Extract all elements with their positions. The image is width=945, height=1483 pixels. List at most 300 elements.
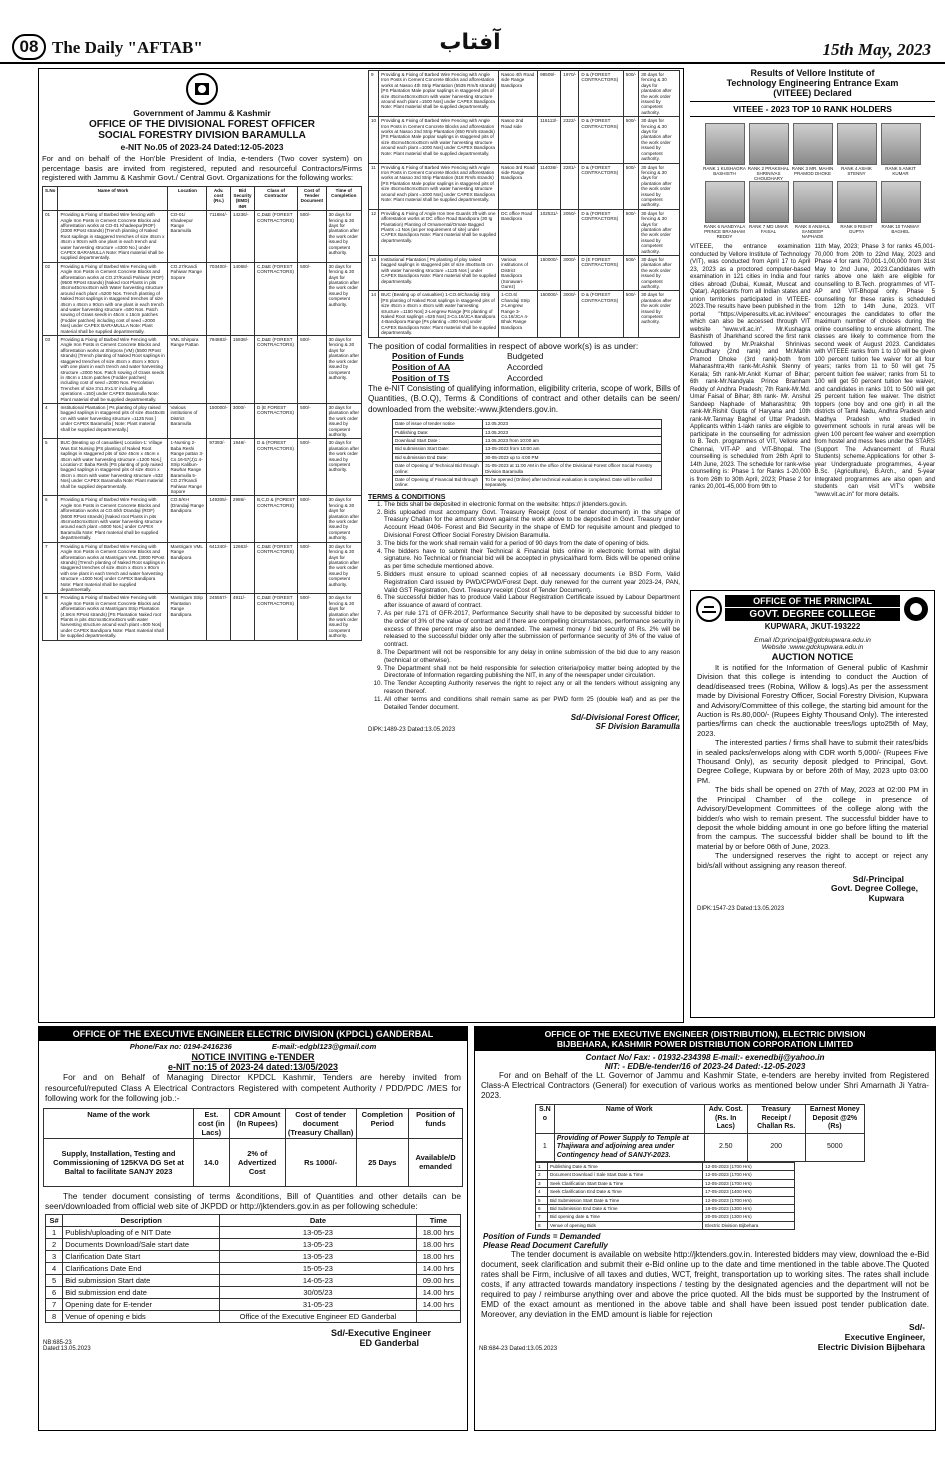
forest-office-line1: OFFICE OF THE DIVISIONAL FOREST OFFICER [89,119,315,130]
table-cell: D & (FOREST CONTRACTORS) [579,71,623,117]
kpdcl-sched-cell: 2 [46,1238,63,1250]
bij-sched-row [536,1221,795,1229]
kpdcl-nb-2: Dated:13.05.2023 [43,1345,91,1352]
rank-photo [793,123,833,165]
forest-header-cell: Class of Contractor [255,186,298,211]
bij-nit: NIT: - EDB/e-tender/16 of 2023-24 Dated:-12-05-2023 [604,1062,806,1071]
table-cell: 13 [369,256,379,291]
kpdcl-sched-cell: 8 [46,1310,63,1322]
bij-sched-cell: Bid opening date & Time [547,1213,702,1221]
rank-holder [791,181,835,239]
bij-title-1: OFFICE OF THE EXECUTIVE ENGINEER (DISTRIBUTION), ELECTRIC DIVISION [475,1027,935,1039]
college-sig-3: Kupwara [868,892,904,903]
kpdcl-email: E-mail:-edgbl123@gmail.com [271,1042,377,1051]
table-cell: 5 [43,439,58,496]
kpdcl-sched-row [46,1286,461,1298]
forest-signature-2: SF Division Baramulla [595,722,680,732]
bij-header-cell: Treasury Receipt / Challan Rs. [747,1105,805,1134]
table-row [43,336,362,404]
schedule-cell: Download Start Date : [393,437,483,445]
bij-sched-cell: 4 [536,1188,548,1196]
terms-list [368,501,680,712]
table-row [369,291,680,337]
kpdcl-cell: Available/D emanded [409,1138,463,1186]
forest-right-column [368,70,680,733]
bij-table-row [536,1133,865,1162]
table-cell: Providing & Fixing of Barbed Wire Fencing with Angle Iron Posts in Cement Concrete Blocks and afforestation works at CO.6/kh Drandaji (ROF) (5600 RPost strands) [Naked root Plants in pits 45cmx45cmx45cm with water harvesting structure around each plant =5000 Nos.] under CAPEX Baramulla Note: Plant material shall be supplied departmentally. [58,496,168,542]
term-item: 7. As per rule 171 of GFR-2017, Performance Security shall have to be deposited by successful bidder to the order of 3% of the value of contract and if there are compelling circumstances, performance security in excess of three percent may also be demanded. The earnest money / bid security of Rs. 2% will be released to the successful bidder only after the submission of performance security of 3% of the value of contract. [384,610,680,649]
bij-cell: 1 [536,1133,555,1162]
college-emblem-icon [695,595,723,628]
rank-photo [793,181,833,223]
kpdcl-sched-cell: 5 [46,1274,63,1286]
rank-caption: RANK 7 MD UMAR FAISAL [748,224,788,234]
kpdcl-sched-cell: 1 [46,1226,63,1238]
table-row [43,403,362,438]
table-cell: 30 days for fencing & 30 days for plantation after the work order issued by competent authority. [639,71,680,117]
table-cell: 500/- [623,256,638,291]
table-cell: 245567/- [207,594,231,640]
term-item: 4. The bidders have to submit their Technical & Financial bids online in electronic format with digital signature. No Technical or financial bid will be accepted in physical/hard form. Bids will be opened online as per time schedule mentioned above. [384,548,680,571]
table-cell: DC office Road Bandipora [499,209,538,255]
table-cell: CO-01/ Khadeepur Range Baramulla [168,211,207,263]
table-cell: 500/- [298,542,326,594]
bij-sched-cell: 7 [536,1213,548,1221]
table-cell: 102531/- [538,209,561,255]
schedule-cell: 13.05.2023 from 10:00 am [483,437,662,445]
kpdcl-cell: 14.0 [194,1138,230,1186]
kpdcl-sched-header: Time [416,1214,460,1226]
rank-caption: RANK 4 ASHIK STENNY [841,166,872,176]
vit-text-col2: 11th May, 2023; Phase 3 for ranks 45,001-70,000 from 20th to 22nd May, 2023 and Phase 4 for rank 70,001-1,00,000 from 31st May to 2nd June, 2023.Candidates with ranks above one lakh are eligible for counselling to B.Tech. programmes of VIT-AP and VIT-Bhopal only. Phase 5 counselling for these ranks is scheduled from 12th to 14th June, 2023. VIT encourages the candidates to offer the maximum number of choices during the online counselling to ensure allotment. The classes are likely to commence from the second week of August 2023. Candidates with VITEEE ranks from 1 to 10 will be given 100 percent tuition fee waiver for all four years; ranks from 11 to 50 will get 75 percent tuition fee waiver; ranks from 51 to 100 will get 50 percent tuition fee waiver, and candidates in ranks 101 to 500 will get 25 percent tuition fee waiver. The district toppers (one boy and one girl) in all the districts of Tamil Nadu, Andhra Pradesh and Madhya Pradesh who studied in government schools in rural areas will be given 100 percent fee waiver and exemption from hostel and mess fees under the STARS (Support The Advancement of Rural Students) scheme.Applications for other 3-year Undergraduate programmes, 4-year B.Sc. (Agriculture), B.Arch., and 5-year Integrated programmes are also open and students can visit VIT's website "www.vit.ac.in" for more details. [814,243,935,498]
schedule-cell: 13.05.2023 [483,428,662,436]
bij-sched-cell: 12-05-2023 (1700 Hrs) [703,1196,795,1204]
table-cell: BUC (Beating up of casualties) Location-1: Village Wus Ext Nursing [PS planting of Naked Root saplings in staggered pits of size 45cm x 45cm x 45cm with water harvesting structure =1200 Nos.] Location-2: Baba Reshi [PS planting of poly raised bagged saplings in staggered pits of size 45cm x 45cm x 45cm with water harvesting structure =532 Nos] under CAPEX Baramulla Note: Plant material shall be supplied departmentally. [58,439,168,496]
bij-sched-cell: 17-05-2023 (1400 Hrs) [703,1188,795,1196]
rank-holder [835,123,879,176]
bij-header-cell: Adv. Cost. (Rs. In Lacs) [704,1105,747,1134]
kpdcl-sched-cell: 18.00 hrs [416,1250,460,1262]
kpdcl-header-cell: CDR Amount (In Rupees) [229,1108,285,1138]
table-cell: 11 [369,163,379,209]
rank-holder [791,123,835,176]
kpdcl-sched-cell: 6 [46,1286,63,1298]
rank-caption: RANK 1 KUSHAGRA BASHISTH [703,166,746,176]
bij-sched-cell: 5 [536,1196,548,1204]
college-logo-icon [902,595,930,628]
table-cell: 98509/- [538,71,561,117]
schedule-row [393,428,662,436]
table-cell: Providing & Fixing of Barbed Wire Fencing with Angle Iron Posts in Cement Concrete Blocks and afforestation works at Nasoo 3rd Strip Plantation (618 Rm/5 strands) [PS Plantation Male poplar saplings in staggered pits of size 45cmx45cmx45cm with water harvesting structure around each plant =1000 Nos] under CAPEX Bandipora Note: Plant material shall be supplied departmentally. [379,163,499,209]
kpdcl-sched-cell: 15-05-23 [220,1262,417,1274]
table-row [43,262,362,335]
table-cell: D & (FOREST CONTRACTORS) [255,439,298,496]
forest-header-cell: Bid Security (EMD) INR [230,186,254,211]
table-cell: 641340/- [207,542,231,594]
table-cell: 1-CO.6/ Chandaji Strip 2-Lengrew Range 3-Co.16/JCA 4-Bhuk Range Bandipora [499,291,538,337]
table-cell: D & (FOREST CONTRACTORS) [579,163,623,209]
forest-left-column [42,72,362,641]
bij-header-cell: Earnest Money Deposit @2% (Rs) [805,1105,864,1134]
position-key: Position of TS [392,372,450,383]
bij-sched-cell: 12-05-2023 (1700 Hrs) [703,1171,795,1179]
table-cell: 4 [43,403,58,438]
schedule-cell: Bid submission Start Date: [393,445,483,453]
kpdcl-sched-row [46,1250,461,1262]
table-cell: 1970/- [561,71,579,117]
bij-sched-cell: Seek Clarification Start Date & Time [547,1179,702,1187]
kpdcl-cell: 25 Days [356,1138,409,1186]
position-key: Position of Funds [392,350,464,361]
college-auction-ad [690,590,935,1018]
table-row [43,211,362,263]
schedule-cell: Date of Opening of Technical Bid through online: [393,462,483,476]
table-cell: Various institutions of District Baramulla [168,403,207,438]
kpdcl-sched-cell: 14.00 hrs [416,1262,460,1274]
table-cell: 30 days for fencing & 30 days for plantation after the work order issued by competent authority. [326,211,361,263]
forest-table-header [43,186,362,211]
jk-emblem-icon [185,72,219,106]
bij-sched-cell: 20-05-2023 (1300 Hrs) [703,1213,795,1221]
rank-holder [703,123,747,176]
kpdcl-sched-cell: 14-05-23 [220,1274,417,1286]
kpdcl-sched-cell: Bid submission end date [63,1286,220,1298]
kpdcl-sched-cell [416,1310,460,1322]
bij-sched-cell: Electric Division Bijbehara [703,1221,795,1229]
table-cell: 30 days for fencing & 30 days for plantation after the work order issued by competent authority. [326,262,361,335]
rank-holder [879,123,923,176]
table-cell: Various institutions of District Bandipora (Sonawari-Gurez) [499,256,538,291]
kpdcl-sched-row [46,1238,461,1250]
table-cell: 2322/- [561,117,579,163]
bij-header-cell: Name of Work [554,1105,704,1134]
table-cell: 500/- [298,211,326,263]
forest-schedule-table [392,419,662,490]
table-cell: 10 [369,117,379,163]
kpdcl-sched-cell: 4 [46,1262,63,1274]
schedule-cell: 31-05-2023 at 11:00 AM in the office of the Divisional Forest officer Social Forestry Division Baramulla [483,462,662,476]
kpdcl-sched-cell: 3 [46,1250,63,1262]
table-cell: 9 [369,71,379,117]
table-cell: 30 days for fencing & 30 days for plantation after the work order issued by competent authority. [639,209,680,255]
schedule-row [393,437,662,445]
kpdcl-header-cell: Cost of tender document (Treasury Challan) [285,1108,356,1138]
table-cell: C,D&E (FOREST CONTRACTORS) [255,594,298,640]
table-cell: 30 days for plantation after the work order issued by competent authority. [639,256,680,291]
kpdcl-header-cell: Name of the work [44,1108,194,1138]
vit-title-3: (VITEEE) Declared [773,88,852,98]
term-item: 8. The Department will not be responsible for any delay in online submission of the bid due to any reason (technical or otherwise). [384,649,680,665]
table-cell: Mantrigam Strip Plantation Range Bandipora [168,594,207,640]
table-cell: 14068/- [230,262,254,335]
college-p3: The bids shall be opened on 27th of May, 2023 at 02:00 PM in the Principal Chamber of the college in presence of Advisory/Development Committees of the college along with the bidder/s who wish to remain present. The successful bidder have to deposit the whole bidding amount in one go before lifting the material from the campus. The successful bidder shall be bound to lift the material by or before 06th of June, 2023. [697,785,928,851]
table-cell: 3000/- [561,256,579,291]
rank-photo [705,123,745,165]
college-office-1: OFFICE OF THE PRINCIPAL [725,595,900,607]
table-cell: 3000/- [561,291,579,337]
bij-body: The tender document is available on website http://jktenders.gov.in. Interested bidders may view, download the e-Bid document, seek clarification and submit their e-Bid online up to the date and time mentioned in the table above.The Quoted rates shall be Firm, inclusive of all taxes and duties, WCT, freight, transportation up to working sites. The rates shall include costs, if any attracted towards mandatory inspections / testing by the designated agencies and the department will not be required to pay / reimburse anything over and above the price quoted. All the bids must be supported by the Instrument of EMD of the exact amount as mentioned in the above table and shall have been issued post tender publication date. Moreover, any deviation in the EMD amount is liable for rejection [481,1250,929,1320]
kpdcl-sched-row [46,1226,461,1238]
vit-article [690,68,935,588]
rank-holder [703,181,747,239]
table-cell: 12663/- [230,542,254,594]
forest-dipk: DIPK:1489-23 Dated:13.05.2023 [368,727,456,734]
schedule-cell: 30-05-2023 up to 4:00 PM [483,453,662,461]
schedule-cell: 12.05.2023 [483,420,662,428]
kpdcl-sched-cell: Clarification Date Start [63,1250,220,1262]
college-sig-1: Sd/-Principal [852,873,904,884]
table-cell: 30 days for fencing & 30 days for plantation after the work order issued by competent authority. [326,542,361,594]
bij-sched-cell: 2 [536,1171,548,1179]
forest-signature-1: Sd/-Divisional Forest Officer, [570,713,680,723]
rank-holder [835,181,879,234]
rank-caption: RANK 2 PRAKSHAL SHRINIVAS CHOUDHARY [747,166,790,181]
rank-photo [881,181,921,223]
college-email: Email ID:principal@gdckupwara.edu.in [754,637,871,644]
kpdcl-sched-cell: 31-05-23 [220,1298,417,1310]
issue-date: 15th May, 2023 [822,40,931,59]
table-cell: 500/- [298,439,326,496]
table-cell: 703400/- [207,262,231,335]
table-cell: 500/- [623,163,638,209]
table-cell: D (E FOREST CONTRACTORS) [255,403,298,438]
table-cell: 500/- [298,594,326,640]
rank-holder [747,181,791,234]
table-cell: Providing & Fixing of Barbed Wire Fencing with Angle Iron Posts in Cement Concrete Blocks and afforestation works at Mantrigam Strip Plantation (4.5Km RPost strands) [PS Plantation Naked root Plants in pits 45cmx45cmx45cm with water harvesting structure around each plant =500 Nos] under CAPEX Bandipora Note: Plant material shall be supplied departmentally. [58,594,168,640]
table-cell: 30 days for fencing & 30 days for plantation after the work order issued by competent authority. [639,117,680,163]
bij-sched-row [536,1205,795,1213]
kpdcl-sched-cell: 13-05-23 [220,1238,417,1250]
newspaper-logo: آفتاب [439,30,501,55]
college-website: Website :www.gdckupwara.edu.in [761,644,864,651]
kpdcl-sched-row [46,1298,461,1310]
table-cell: 500/- [298,262,326,335]
table-cell: 711684/- [207,211,231,263]
table-cell: 500/- [623,291,638,337]
table-cell: CO.6/KH (Drandaji Range Bandipora [168,496,207,542]
bij-sched-cell: 1 [536,1163,548,1171]
rank-caption: RANK 5 ANKIT KUMAR [885,166,916,176]
bij-contact: Contact No/ Fax: - 01932-234398 E-mail:- exenedbij@yahoo.in [585,1053,825,1062]
table-cell: 8 [43,594,58,640]
table-row [43,594,362,640]
table-cell: 500/- [298,496,326,542]
rank-holder [747,123,791,181]
kpdcl-schedule-table [45,1214,461,1323]
term-item: 1. The bids shall be deposited in electronic format on the website: https:// jktenders.gov.in. [384,501,680,509]
term-item: 3. The bids for the work shall remain valid for a period of 90 days from the date of opening of bids. [384,540,680,548]
kpdcl-sched-row [46,1274,461,1286]
bij-sig-2: Electric Division Bijbehara [817,1342,925,1353]
kpdcl-sched-cell: 14.00 hrs [416,1286,460,1298]
college-address: KUPWARA, JKUT-193222 [764,622,861,631]
table-cell: 15938/- [230,336,254,404]
kpdcl-sched-cell: 14.00 hrs [416,1298,460,1310]
table-cell: 30 days for plantation after the work order issued by competent authority. [326,439,361,496]
table-cell: Providing & Fixing of Angle Iron tree Guards 3ft with one afforestation works at DC office Road Bandipora (30 Ig Plantation) Planting of Ornamental/Ornate Bagged Plants =1 Nos (as per requirement of site) under CAPEX Bandipora Note: Plant material shall be supplied departmentally. [379,209,499,255]
bij-sched-row [536,1163,795,1171]
schedule-row [393,462,662,476]
kpdcl-sched-cell: 18.00 hrs [416,1226,460,1238]
table-cell: 03 [43,336,58,404]
schedule-cell: Publishing Date: [393,428,483,436]
college-sig-2: Govt. Degree College, [830,883,918,894]
kpdcl-sig-1: Sd/-Executive Engineer [330,1327,431,1338]
terms-title: TERMS & CONDITIONS [368,493,446,501]
table-cell: 01 [43,211,58,263]
position-intro: The position of codal formalities in respect of above work(s) is as under: [368,340,639,351]
forest-header-cell: Location [168,186,207,211]
table-cell: VML Shirpora Range Pattan [168,336,207,404]
bij-sched-row [536,1179,795,1187]
vit-title-1: Results of Vellore Institute of [750,68,875,78]
rank-photo [881,123,921,165]
bij-sched-cell: Seek Clarification End Date & Time [547,1188,702,1196]
forest-header-cell: Cost of Tender Document [298,186,326,211]
schedule-cell: 13-05-2023 from 10:00 am [483,445,662,453]
kpdcl-para: The tender document consisting of terms &conditions, Bill of Quantities and other details can be seen/downloaded from official web site of JKPDD or http://jktenders.gov.in as per following schedule: [45,1190,461,1211]
college-p2: The interested parties / firms shall have to submit their rates/bids in sealed packs/envelops along with CDR worth 5,000/- (Rupees Five Thousand Only), as security deposit pledged to Principal, Govt. Degree College, Kupwara by or before 26th of May, 2023 upto 03:00 PM. [697,738,928,785]
forest-works-table [42,186,362,641]
rank-photo [837,181,877,223]
bij-table-header [536,1105,865,1134]
rank-caption: RANK 8 ANSHUL SANDEEP NAPHADE [794,224,831,239]
bij-sched-row [536,1171,795,1179]
kpdcl-sched-cell: Publish/uploading of e NIT Date [63,1226,220,1238]
table-cell: 4911/- [230,594,254,640]
position-value: Budgeted [507,350,544,361]
table-row [369,117,680,163]
position-item [392,362,680,373]
table-cell: 500/- [623,71,638,117]
rank-caption: RANK 9 RISHIT GUPTA [840,224,873,234]
kpdcl-title: OFFICE OF THE EXECUTIVE ENGINEER ELECTRIC DIVISION (KPDCL) GANDERBAL [39,1027,467,1041]
kpdcl-sched-cell: Documents Download/Sale start date [63,1238,220,1250]
table-row [369,71,680,117]
bij-sched-row [536,1196,795,1204]
kpdcl-sched-cell: 7 [46,1298,63,1310]
kpdcl-phone: Phone/Fax no: 0194-2416236 [129,1042,232,1051]
page-number: 08 [12,34,46,60]
table-cell: Nasoo 4th Road side Range Bandipora [499,71,538,117]
rank-caption: RANK 10 TANMAY BAGHEL [881,224,920,234]
kpdcl-cell: 2% of Advertized Cost [229,1138,285,1186]
bij-intro: For and on Behalf of the Lt. Governor of Jammu and Kashmir State, e-tenders are hereby invited from Registered Class-A Electrical Contractors (General) for execution of various works as mentioned below under Shri Amarnath Ji Yatra-2023. [481,1071,929,1100]
table-cell: 7 [43,542,58,594]
table-cell: 150000/- [538,256,561,291]
table-cell: 500/- [623,209,638,255]
bij-cell: 2.50 [704,1133,747,1162]
position-item [392,373,680,384]
bij-sched-cell: 12-05-2023 (1700 Hrs) [703,1163,795,1171]
bij-nb: NB:684-23 Dated:13.05.2023 [479,1346,558,1353]
table-cell: 150000/- [207,403,231,438]
kpdcl-sched-cell: Office of the Executive Engineer ED Ganderbal [220,1310,417,1322]
schedule-cell: To be opened (Online) after technical evaluation is completed. Date will be notified separately. [483,476,662,490]
kpdcl-sched-header: Description [63,1214,220,1226]
position-value: Accorded [507,372,543,383]
table-row [369,209,680,255]
forest-nit: e-NIT No.05 of 2023-24 Dated:12-05-2023 [120,142,284,152]
college-dipk: DIPK:1547-23 Dated:13.05.2023 [697,906,785,913]
term-item: 5. Bidders must ensure to upload scanned copies of all necessary documents i.e BSD Form, Valid Registration Card issued by PWD/CPWD/Forest Dept. duly renewed for the current year 2023-24, PAN, Valid GST Registration, Govt. Treasury receipt (Cost of Tender Document). [384,571,680,594]
table-cell: Institutional Plantation [ Ps planting of ploy raised bagged saplings in staggered pits of size 45x45x45 cm with water harvesting structure =1125 Nos ] under CAPEX Baramulla [ Note: Plant material shall be supplied departmentally.] [58,403,168,438]
table-cell: Institutional Plantation [ Ps planting of ploy raised bagged saplings in staggered pits of size 45x45x45 cm with water harvesting structure =1125 Nos ] under CAPEX Bandipora Note: Plant material shall be supplied departmentally. [379,256,499,291]
table-cell: 2986/- [230,496,254,542]
table-cell: 2050/- [561,209,579,255]
table-cell: 149305/- [207,496,231,542]
table-cell: Providing & Fixing of Barbed Wire Fencing with Angle Iron Posts in Cement Concrete Blocks and afforestation works at Nasoo 2nd Strip Plantation (650 Rm/5 strands) [PS Plantation Male poplar saplings in staggered pits of size 45cmx45cmx45cm with water harvesting structure around each plant =1000 Nos] under CAPEX Bandipora Note: Plant material shall be supplied departmentally. [379,117,499,163]
schedule-cell: Date of Opening of Financial Bid through online: [393,476,483,490]
kpdcl-cell: Rs 1000/- [285,1138,356,1186]
table-cell: C,D&E (FOREST CONTRACTORS) [255,542,298,594]
kpdcl-tender-ad [38,1026,468,1431]
table-cell: Nasoo 2nd Road side [499,117,538,163]
table-cell: 114036/- [538,163,561,209]
bijbehara-tender-ad [474,1026,936,1431]
rank-caption: RANK 3 MR. MAHIN PRAMOD DHOKE [791,166,834,176]
table-cell: D & (FOREST CONTRACTORS) [579,291,623,337]
bij-read: Please Read Document Carefully [483,1241,608,1251]
kpdcl-sched-cell: Bid submission Start date [63,1274,220,1286]
kpdcl-sched-cell: 13-05-23 [220,1226,417,1238]
table-cell: 02 [43,262,58,335]
kpdcl-table-row [44,1138,463,1186]
table-cell: D (E FOREST CONTRACTORS) [579,256,623,291]
bij-cell: 5000 [805,1133,864,1162]
kpdcl-sched-header: Date [220,1214,417,1226]
bij-work-table [535,1104,865,1162]
table-cell: 500/- [298,403,326,438]
kpdcl-nb-1: NB:685-23 [43,1339,72,1346]
table-cell: Providing & Fixing of Barbed Wire fencing with Angle Iron Posts in Cement Concrete Blocks and afforestation works at CO-01 Khadeepur(ROF) (3300 RPost strands) [Trench planting of Naked Root saplings in staggered trenches of size 45cm x 45cm x 90cm with one plant in each trench and water harvesting structure =4300 No.] under CAPEX BARAMULLA Note: Plant material shall be supplied departmentally. [58,211,168,263]
bij-sched-row [536,1213,795,1221]
table-row [369,256,680,291]
table-cell: Providing & Fixing of Barbed Wire Fencing with Angle Iron Posts in Cement Concrete Blocks and afforestation works at Shirpora (VM) (5500 RPost strands) [Trench planting of Naked Root saplings in staggered trenches of size 45cm x 45cm x 90cm with one plant in each trench and water harvesting structure =2000 Nos. Patch sowing of Grass seeds in 45cm x 15cm patches (Fodder patches) including cost of seed =2000 Nos. Percolation Trenches of size 3'x1.5'x1.5' including all operations =150] under CAPEX Baramulla Note: Plant material shall be supplied departmentally. [58,336,168,404]
forest-intro: For and on behalf of the Hon'ble President of India, e-tenders (Two cover system) on percentage basis are invited from registered, reputed and resourceful Contractors/Firms registered with Jammu & Kashmir Govt./ Central Govt. Organizations for the following works: [42,154,362,182]
vit-text-col1: VITEEE, the entrance examination conducted by Vellore Institute of Technology (VIT), was conducted from April 17 to April 23, 2023 as a proctored computer-based examination in 121 cities in India and four cities abroad (Dubai, Kuwait, Muscat and Qatar). Applicants from all Indian states and union territories participated in VITEEE-2023.The results have been published in the portal "https://viperesults.vit.ac.in/viteee" which can also be accessed through VIT website "www.vit.ac.in". Mr.Kushagra Bashisth of Jharkhand scored the first rank followed by Mr.Prakshal Shrinivas Choudhary (2nd rank) and Mr.Mahin Pramod Dhoke (3rd rank)-both from Maharashtra;4th rank-Mr.Ashik Stenny of Kerala; 5th rank-Mr.Ankit Kumar of Bihar; 6th rank-Mr.Nandyala Prince Branham Reddy of Andhra Pradesh; 7th Rank-Mr.Md. Umar Faisal of Bihar; 8th rank- Mr. Anshul Sandeep Naphade of Maharashtra; 9th rank-Mr.Rishit Gupta of Haryana and 10th rank-Mr.Tanmay Baghel of Uttar Pradesh. Applicants within 1-lakh ranks are eligible to participate in the counselling for admission to B. Tech. programmes of VIT, Vellore and Chennai, VIT-AP and VIT-Bhopal. The counselling is scheduled from 26th April to 14th June, 2023. The schedule for rank-wise counselling is: Phase 1 for Ranks 1-20,000 is from 26th to 30th April, 2023; Phase 2 for ranks 20,001-45,000 from 9th to [690,243,811,490]
position-value: Accorded [507,361,543,372]
table-row [369,163,680,209]
kpdcl-intro: For and on Behalf of Managing Director KPDCL Kashmir, Tenders are hereby invited from resourceful/reputed Class A Electrical Contractors Registered with competent Authority / PDD/PDC /MES for following work for the following job.:- [45,1072,461,1103]
table-cell: C,D&E (FOREST CONTRACTORS) [255,262,298,335]
kpdcl-schedule-header [46,1214,461,1226]
college-office-2: GOVT. DEGREE COLLEGE [725,608,900,621]
kpdcl-work-table [43,1108,463,1187]
table-cell: B,C,D & (FOREST CONTRACTORS) [255,496,298,542]
kpdcl-table-header [44,1108,463,1138]
forest-header-cell: S.No [43,186,58,211]
bij-schedule-table [535,1162,795,1230]
forest-works-table-cont [368,70,680,338]
bij-sched-cell: Publishing Date & Time [547,1163,702,1171]
table-cell: 2281/- [561,163,579,209]
vit-title-2: Technology Engineering Entrance Exam [726,78,899,88]
forest-consisting: The e-NIT Consisting of qualifying information, eligibility criteria, scope of work, Bills of Quantities, (B.O.Q), Terms & Conditions of contract and other details can be seen/ downloaded from the website:-www.jktenders.gov.in. [368,383,681,414]
bij-sched-cell: 6 [536,1205,548,1213]
kpdcl-sched-cell: Venue of opening e bids [63,1310,220,1322]
forest-header-cell: Name of Work [58,186,168,211]
masthead [0,0,945,64]
term-item: 2. Bids uploaded must accompany Govt. Treasury Receipt (cost of tender document) in the shape of Treasury Challan for the amount shown against the work above to be deposited in Govt. Treasury under Account Head 0406- Forest and Bid Security in the shape of EMD for requisite amount and pledged to Divisional Forest Officer Social Forestry Division Baramulla. [384,509,680,540]
table-cell: Nasoo 3rd Road side Range Bandipora [499,163,538,209]
schedule-cell: Date of issue of tender notice [393,420,483,428]
kpdcl-sched-cell: Opening date for E-tender [63,1298,220,1310]
term-item: 9. The Department shall not be held responsible for selection criteria/policy matter being adopted by the Directorate of Information regarding publishing the NIT, in any of the newspaper under circulation. [384,665,680,681]
kpdcl-sched-cell: 18.00 hrs [416,1238,460,1250]
position-list [392,351,680,384]
table-cell: 500/- [623,117,638,163]
